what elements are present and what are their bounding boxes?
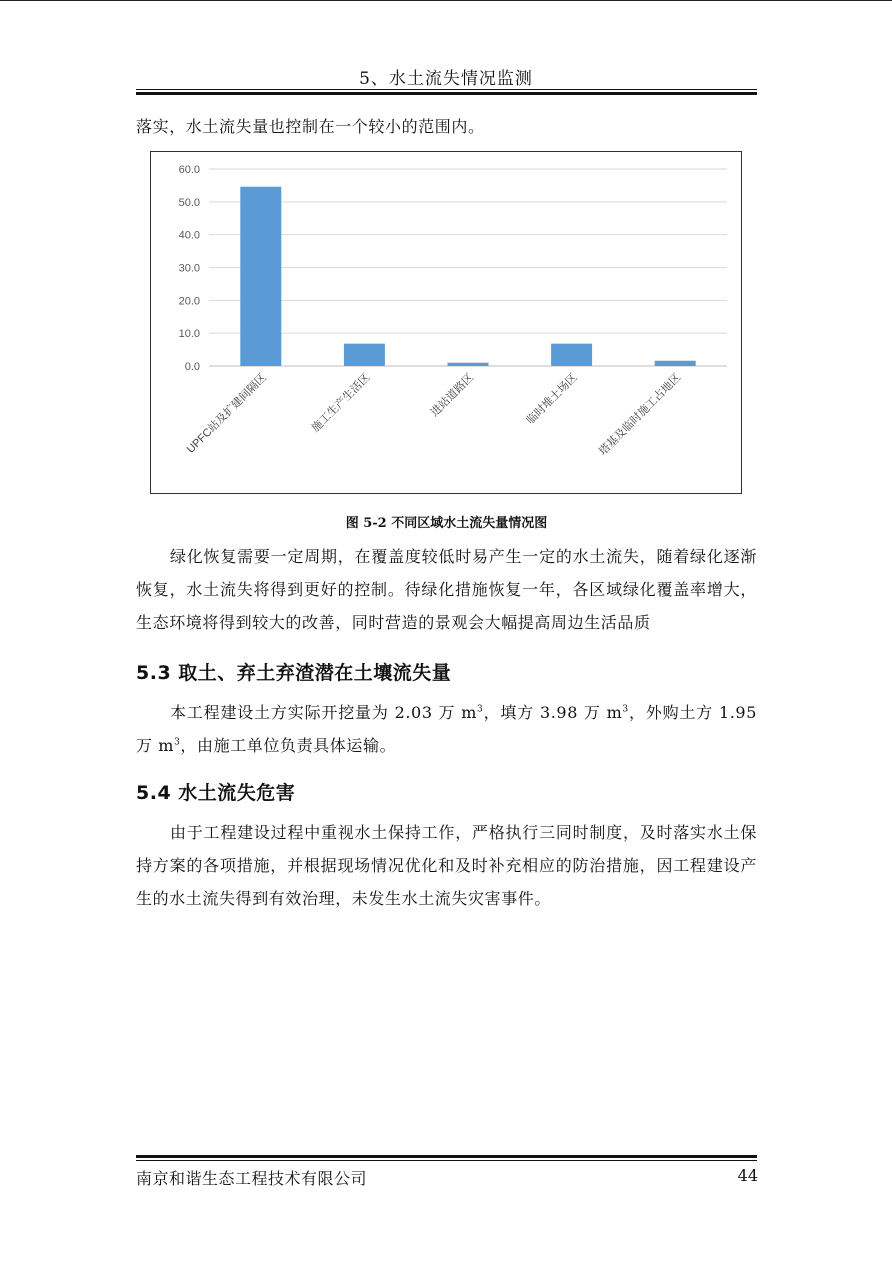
earthwork-text-4: ，由施工单位负责具体运输。 [180,736,397,755]
earthwork-sup-2: 3 [622,704,629,715]
paragraph-greening: 绿化恢复需要一定周期，在覆盖度较低时易产生一定的水土流失，随着绿化逐渐恢复，水土流失将得到更好的控制。待绿化措施恢复一年，各区域绿化覆盖率增大，生态环境将得到较大的改善，同时营造的景观会大幅提高周边生活品质 [136,547,757,632]
earthwork-sup-1: 3 [477,704,484,715]
y-tick-label: 0.0 [184,361,200,373]
earthwork-sup-3: 3 [174,737,181,748]
bar [655,361,696,366]
section-5-4-heading: 5.4 水土流失危害 [136,782,296,804]
page-number: 44 [737,1166,758,1185]
figure-caption: 图 5-2 不同区域水土流失量情况图 [345,516,548,531]
header-rule-thick [136,92,757,95]
running-header: 5、水土流失情况监测 [359,69,533,89]
footer-company: 南京和谐生态工程技术有限公司 [136,1169,368,1188]
bar [551,344,592,366]
intro-line: 落实，水土流失量也控制在一个较小的范围内。 [136,117,485,136]
paragraph-earthwork [136,696,757,762]
top-border [0,0,892,1]
footer-rule-thin [136,1160,757,1161]
earthwork-text-1: 本工程建设土方实际开挖量为 2.03 万 m [170,703,478,722]
y-tick-label: 60.0 [178,164,200,176]
paragraph-hazard: 由于工程建设过程中重视水土保持工作，严格执行三同时制度，及时落实水土保持方案的各项措施，并根据现场情况优化和及时补充相应的防治措施，因工程建设产生的水土流失得到有效治理，未发生水土流失灾害事件。 [136,823,757,908]
header-rule-thin [136,89,757,90]
x-tick-label: UPFC站及扩建间隔区 [184,371,269,456]
bar-chart-svg [151,152,741,493]
bar [240,187,281,366]
footer-rule-thick [136,1155,757,1158]
y-tick-label: 10.0 [178,328,200,341]
x-tick-label: 进站道路区 [428,371,477,420]
x-tick-label: 塔基及临时施工占地区 [597,371,684,458]
bar-chart [150,151,742,494]
y-tick-label: 40.0 [178,229,200,242]
section-5-3-heading: 5.3 取土、弃土弃渣潜在土壤流失量 [136,662,452,684]
earthwork-text-3: ，外购土方 1.95 万 m [136,703,757,755]
bar [448,363,489,366]
x-tick-label: 临时堆土场区 [524,371,580,427]
earthwork-text-2: ，填方 3.98 万 m [483,703,623,722]
y-tick-label: 20.0 [178,295,200,308]
bar [344,344,385,366]
y-tick-label: 30.0 [178,262,200,275]
y-tick-label: 50.0 [178,196,200,209]
x-tick-label: 施工生产生活区 [309,371,373,435]
